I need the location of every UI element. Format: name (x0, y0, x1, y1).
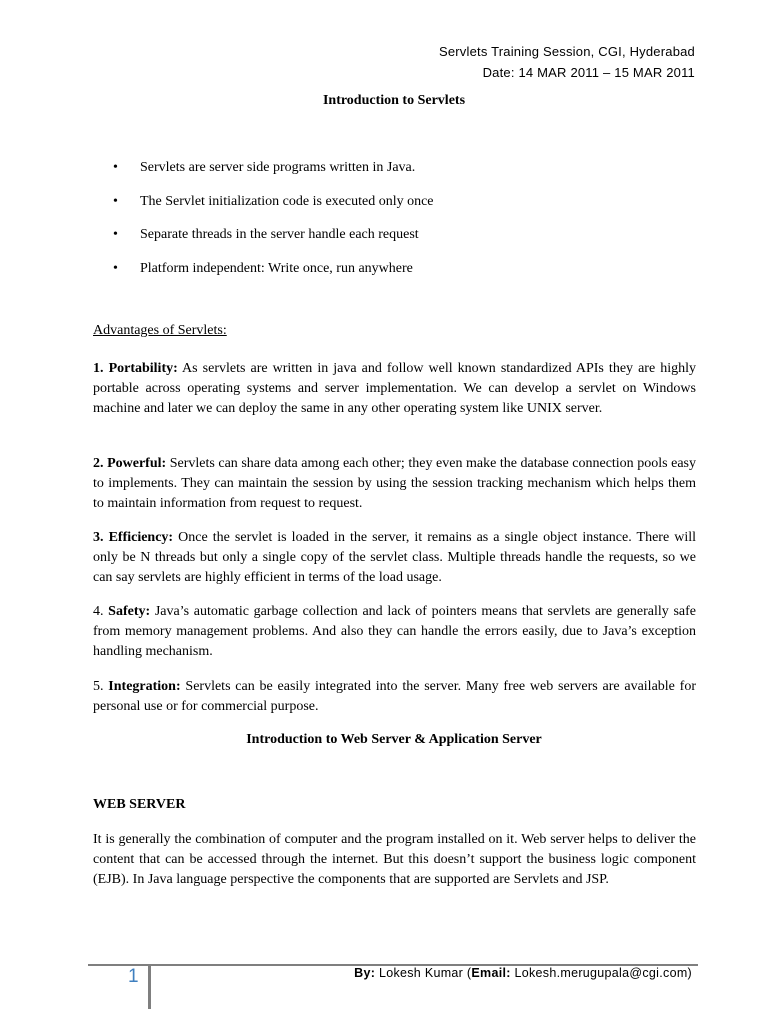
bullet-text: Separate threads in the server handle each request (140, 227, 419, 242)
advantage-efficiency (93, 528, 696, 589)
list-item (113, 226, 434, 260)
advantage-text: Java’s automatic garbage collection and lack of pointers means that servlets are generally safe from memory management problems. And also they can handle the errors easily, due to Java’s exception handling mechanism. (93, 604, 696, 660)
advantage-label: Powerful: (107, 456, 167, 471)
by-label: By: (354, 966, 376, 980)
advantage-powerful (93, 454, 696, 515)
web-server-paragraph: It is generally the combination of computer and the program installed on it. Web server helps to deliver the content that can be accessed through the internet. But this doesn’t support the business logic component (EJB). In Java language perspective the components that are supported are Servlets and JSP. (93, 832, 696, 888)
advantages-heading: Advantages of Servlets: (93, 323, 227, 338)
bullet-text: Servlets are server side programs written in Java. (140, 160, 416, 175)
advantage-number: 1. (93, 361, 104, 376)
advantage-label: Efficiency: (108, 530, 174, 545)
advantage-text: Servlets can be easily integrated into the server. Many free web servers are available for personal use or for commercial purpose. (93, 679, 696, 715)
author-name: Lokesh Kumar ( (375, 966, 472, 980)
bullet-icon: • (113, 260, 118, 276)
bullet-icon: • (113, 193, 118, 209)
header-session: Servlets Training Session, CGI, Hyderabad (438, 44, 695, 59)
bullet-icon: • (113, 227, 118, 242)
page-title: Introduction to Servlets (322, 93, 466, 108)
advantage-number: 4. (93, 604, 104, 619)
email-label: Email: (471, 966, 511, 980)
page-number: 1 (128, 966, 139, 987)
servlet-bullet-list (113, 159, 434, 293)
author-email: Lokesh.merugupala@cgi.com) (510, 966, 692, 980)
advantage-safety (93, 602, 696, 663)
advantage-integration (93, 677, 696, 717)
list-item (113, 260, 434, 294)
list-item (113, 159, 434, 193)
bullet-text: Platform independent: Write once, run anywhere (140, 260, 413, 276)
header-date: Date: 14 MAR 2011 – 15 MAR 2011 (482, 65, 695, 80)
web-server-heading: WEB SERVER (93, 797, 186, 812)
advantage-text: Servlets can share data among each other; they even make the database connection pools easy to implements. They can maintain the session by using the session tracking mechanism which helps them to maintain information from request to request. (93, 456, 696, 512)
advantage-number: 2. (93, 456, 104, 471)
advantage-number: 3. (93, 530, 104, 545)
bullet-text: The Servlet initialization code is executed only once (140, 193, 434, 209)
advantage-label: Integration: (108, 679, 181, 694)
advantage-label: Portability: (108, 361, 178, 376)
footer-author (354, 966, 692, 980)
footer-vertical-divider (148, 966, 151, 1009)
advantage-number: 5. (93, 679, 104, 694)
bullet-icon: • (113, 160, 118, 175)
advantage-portability (93, 359, 696, 420)
advantage-text: Once the servlet is loaded in the server, it remains as a single object instance. There will only be N threads but only a single copy of the servlet class. Multiple threads handle the requests, so we can say servlets are highly efficient in terms of the load usage. (93, 530, 697, 586)
list-item (113, 193, 434, 227)
advantage-label: Safety: (108, 604, 151, 619)
advantage-text: As servlets are written in java and follow well known standardized APIs they are highly portable across operating systems and server implementation. We can develop a servlet on Windows machine and later we can deploy the same in any other operating system like UNIX server. (93, 361, 697, 417)
section-title: Introduction to Web Server & Application Server (246, 732, 542, 747)
